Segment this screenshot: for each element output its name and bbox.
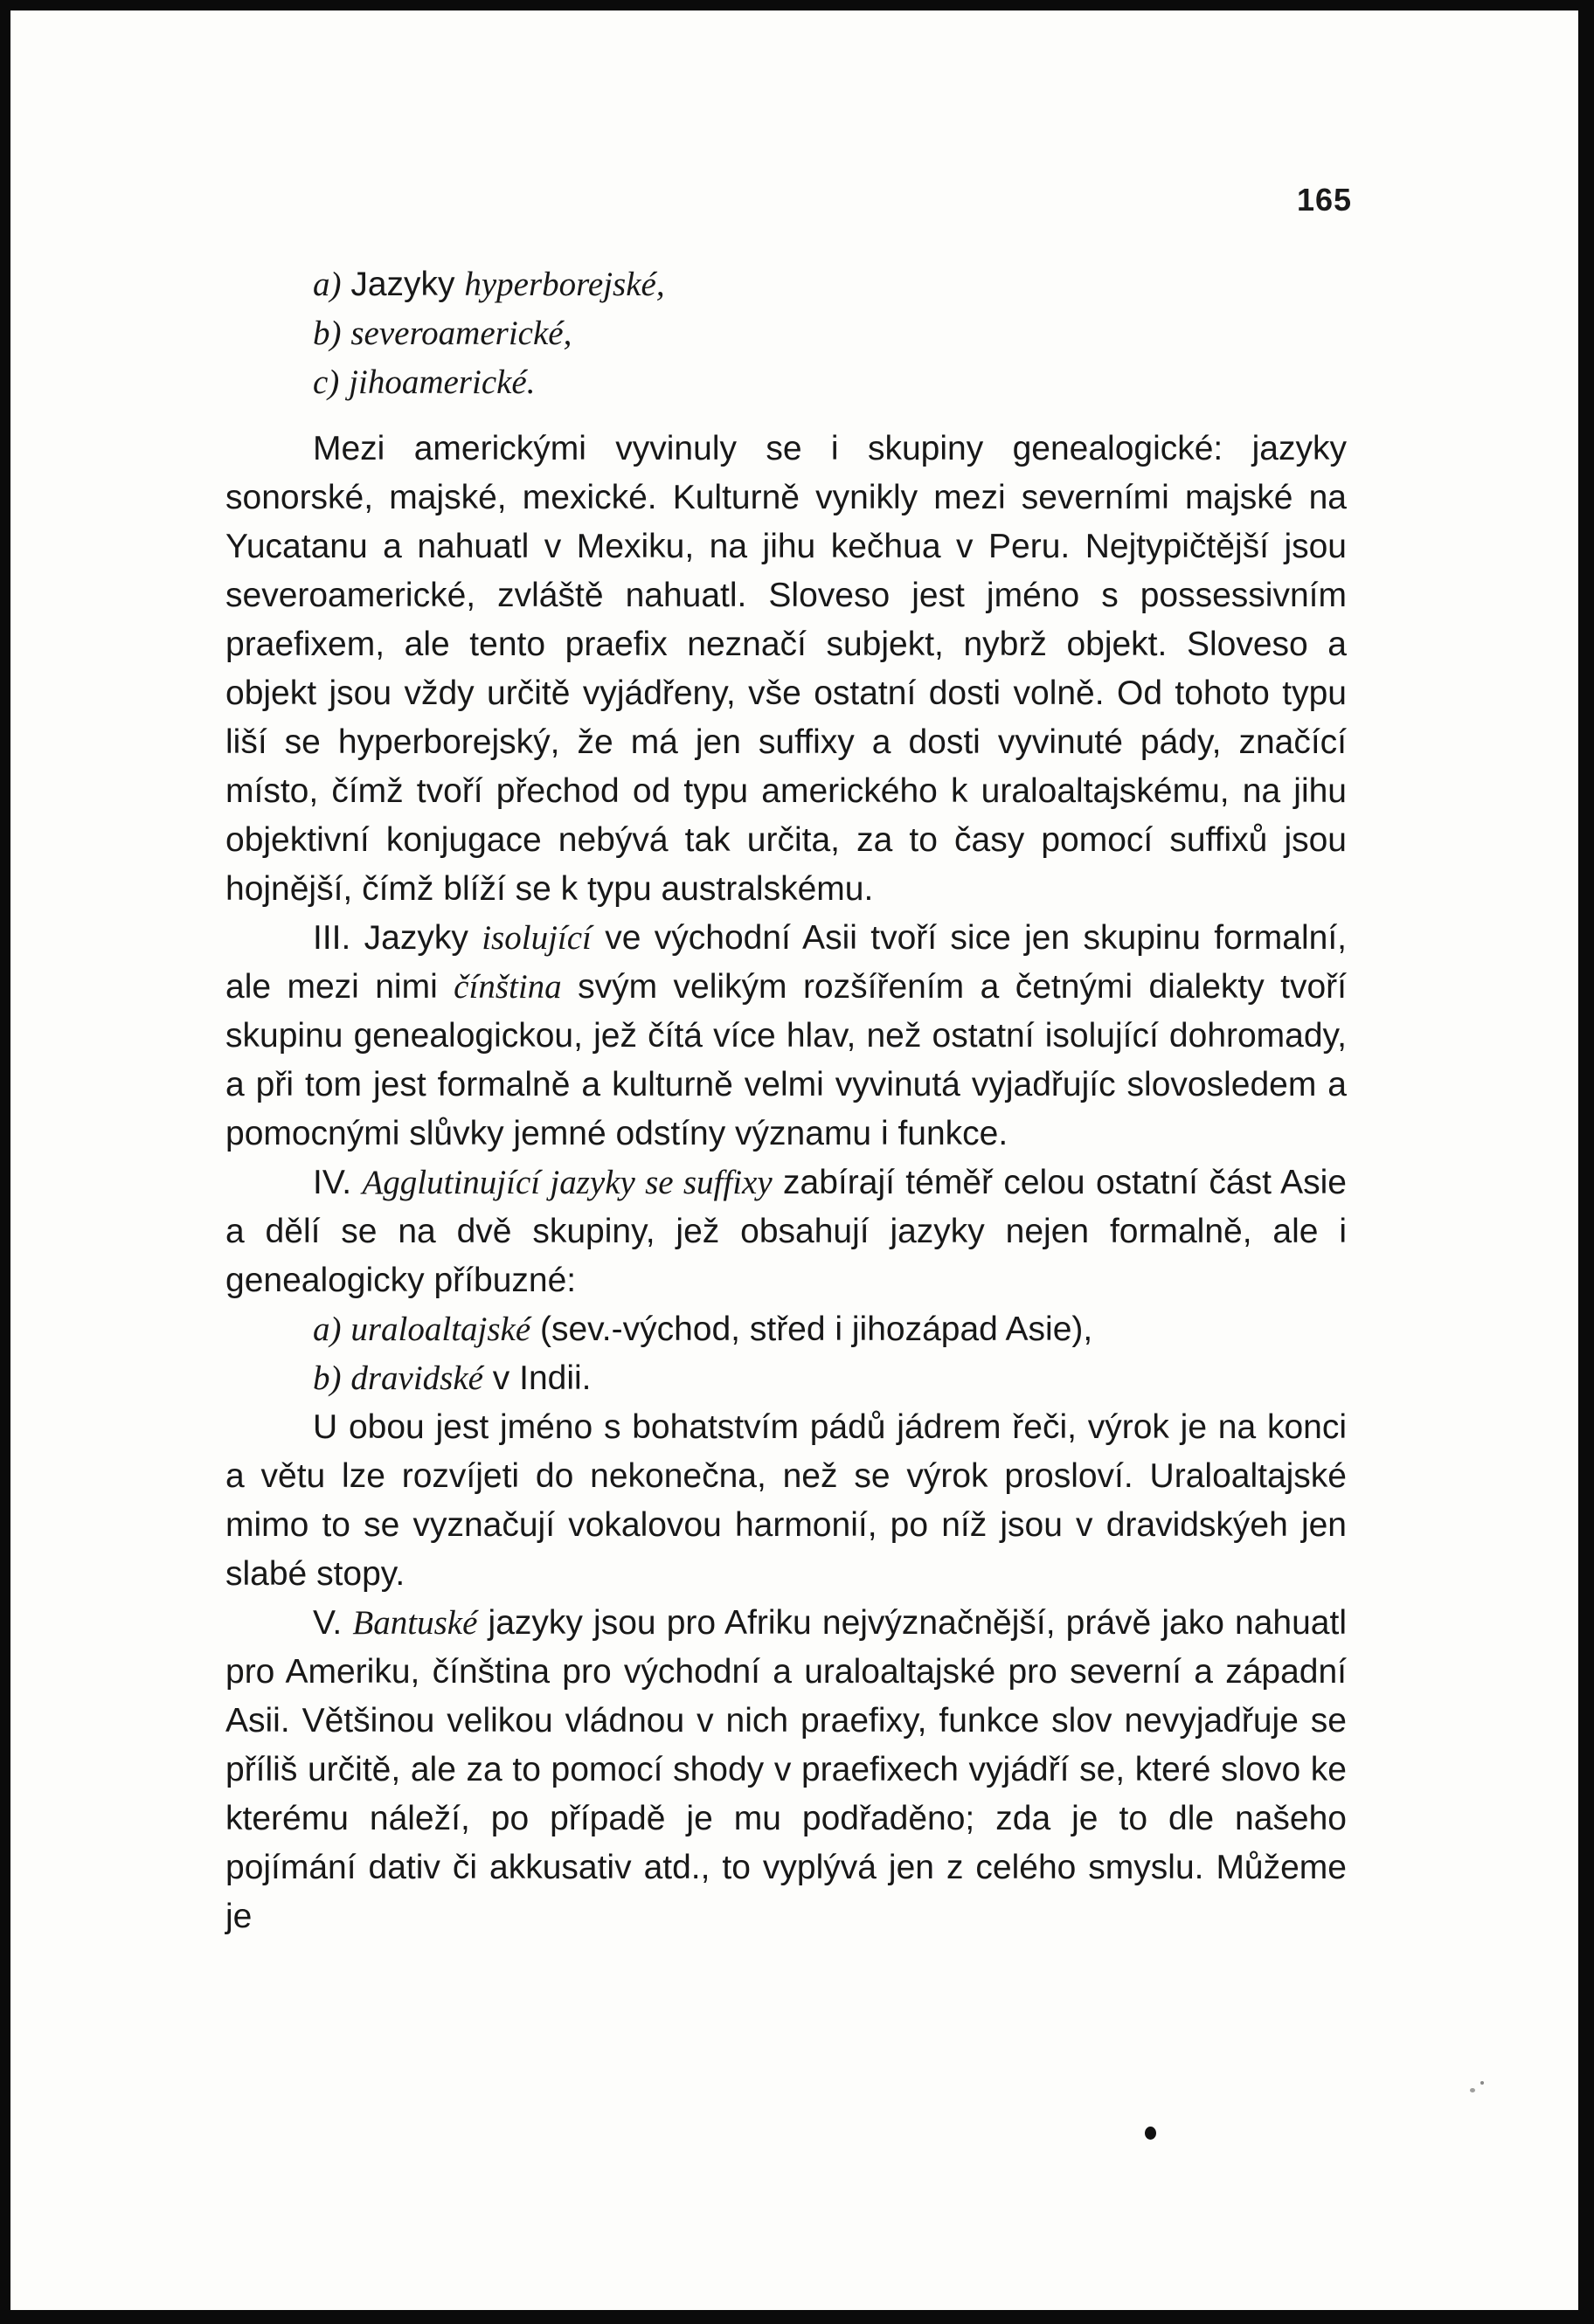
ink-speck bbox=[1145, 2127, 1156, 2140]
list-marker: b) bbox=[313, 1359, 342, 1397]
ink-speck bbox=[1480, 2081, 1484, 2085]
list-item bbox=[313, 309, 1347, 358]
paragraph-american-languages: Mezi americkými vyvinuly se i skupiny genealogické: jazyky sonorské, majské, mexické. Kulturně vynikly mezi severními majské na Yucatanu a nahuatl v Mexiku, na jihu kečhua v Peru. Nejtypičtější jsou severoamerické, zvláště nahuatl. Sloveso jest jméno s possessivním praefixem, ale tento praefix neznačí subjekt, nybrž objekt. Sloveso a objekt jsou vždy určitě vyjádřeny, vše ostatní dosti volně. Od tohoto typu liší se hyperborejský, že má jen suffixy a dosti vyvinuté pády, značící místo, čímž tvoří přechod od typu amerického k uraloaltajskému, na jihu objektivní konjugace nebývá tak určita, za to časy pomocí suffixů jsou hojnější, čímž blíží se k typu australskému. bbox=[225, 430, 1347, 908]
italic-term: Agglutinující jazyky se suffixy bbox=[362, 1164, 773, 1201]
paragraph-text: svým velikým rozšířením a četnými dialekty tvoří skupinu genealogickou, jež čítá více hlav, než ostatní isolující dohromady, a při tom jest formalně a kulturně velmi vyvinutá vyjadřujíc slovosledem a pomocnými slůvky jemné odstíny významu i funkce. bbox=[225, 968, 1347, 1152]
italic-term: isolující bbox=[482, 919, 592, 957]
ink-speck bbox=[1470, 2088, 1475, 2092]
list-marker: a) bbox=[313, 266, 342, 303]
paragraph-bantu-languages bbox=[225, 1599, 1347, 1941]
body-text bbox=[225, 260, 1347, 1941]
list-italic-term: jihoamerické. bbox=[349, 363, 536, 401]
list-text: (sev.-východ, střed i jihozápad Asie), bbox=[530, 1311, 1093, 1348]
paragraph-text: jazyky jsou pro Afriku nejvýznačnější, právě jako nahuatl pro Ameriku, čínština pro východní a uraloaltajské pro severní a západní Asii. Většinou velikou vládnou v nich praefixy, funkce slov nevyjadřuje se příliš určitě, ale za to pomocí shody v praefixech vyjádří se, které slovo ke kterému náleží, po případě je mu podřaděno; zda je to dle našeho pojímání dativ či akkusativ atd., to vyplývá jen z celého smyslu. Můžeme je bbox=[225, 1604, 1347, 1935]
agglutinating-group-list bbox=[313, 1305, 1347, 1403]
paragraph-text: ve východní Asii tvoří sice jen skupinu formalní, ale mezi nimi bbox=[225, 919, 1347, 1006]
list-text: Jazyky bbox=[350, 266, 465, 303]
page-number: 165 bbox=[1297, 182, 1353, 218]
list-italic-term: hyperborejské, bbox=[464, 266, 665, 303]
list-italic-term: dravidské bbox=[350, 1359, 483, 1397]
paragraph-case-richness: U obou jest jméno s bohatstvím pádů jádrem řeči, výrok je na konci a větu lze rozvíjeti do nekonečna, než se výrok prosloví. Uraloaltajské mimo to se vyznačují vokalovou harmonií, po níž jsou v dravidskýeh jen slabé stopy. bbox=[225, 1408, 1347, 1593]
paragraph-isolating-languages bbox=[225, 914, 1347, 1159]
list-marker: a) bbox=[313, 1311, 342, 1348]
paragraph-text: IV. bbox=[313, 1164, 363, 1201]
scanned-page bbox=[10, 10, 1578, 2310]
list-marker: b) bbox=[313, 315, 342, 352]
paragraph-text: zabírají téměř celou ostatní část Asie a dělí se na dvě skupiny, jež obsahují jazyky nejen formalně, ale i genealogicky příbuzné: bbox=[225, 1164, 1347, 1299]
paragraph-text: V. bbox=[313, 1604, 353, 1642]
list-marker: c) bbox=[313, 363, 340, 401]
italic-term: Bantuské bbox=[352, 1604, 478, 1642]
paragraph-agglutinating-languages bbox=[225, 1159, 1347, 1305]
list-item bbox=[313, 358, 1347, 407]
list-italic-term: severoamerické, bbox=[350, 315, 572, 352]
list-italic-term: uraloaltajské bbox=[350, 1311, 531, 1348]
list-item bbox=[313, 1305, 1347, 1354]
language-type-list bbox=[313, 260, 1347, 407]
list-text: v Indii. bbox=[482, 1359, 592, 1397]
list-item bbox=[313, 1354, 1347, 1403]
paragraph-text: III. Jazyky bbox=[313, 919, 482, 957]
italic-term: čínština bbox=[454, 968, 562, 1006]
list-item bbox=[313, 260, 1347, 309]
